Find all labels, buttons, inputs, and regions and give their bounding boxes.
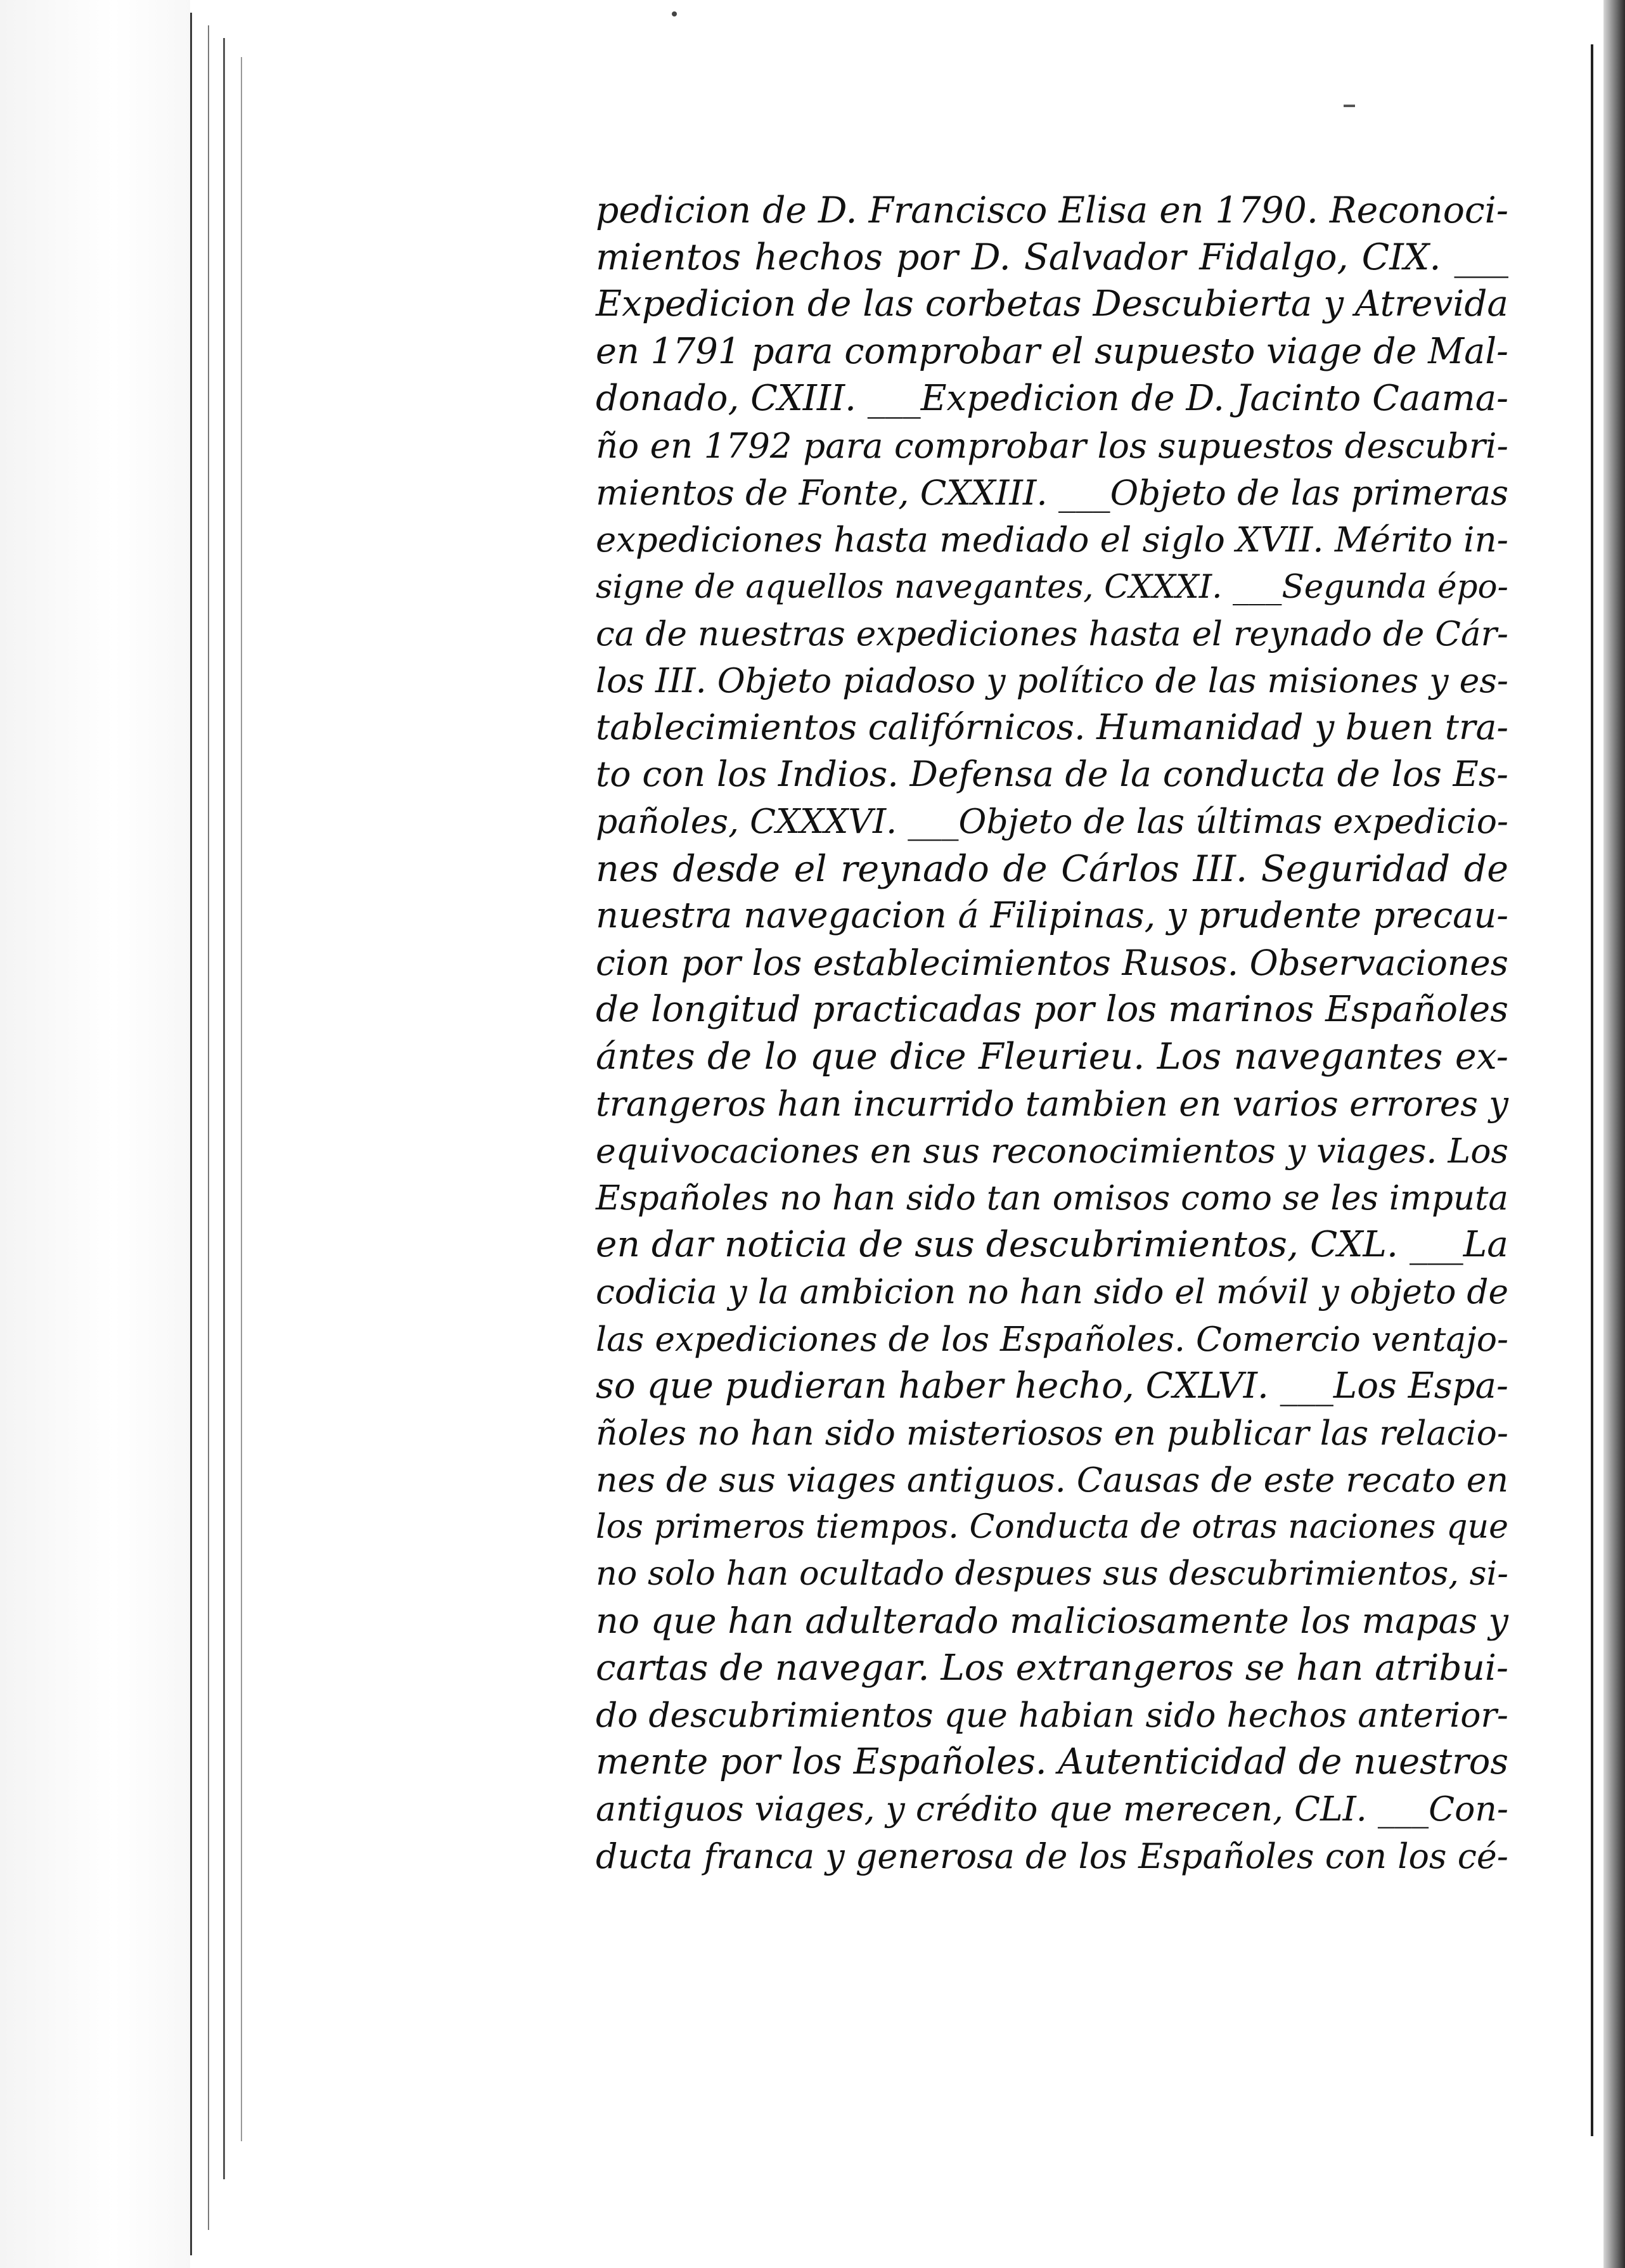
text-line: cion por los establecimientos Rusos. Observaciones (596, 943, 1508, 983)
text-line: no que han adulterado maliciosamente los mapas y (596, 1601, 1508, 1642)
text-line: Españoles no han sido tan omisos como se les imputa (596, 1178, 1508, 1218)
text-line: ca de nuestras expediciones hasta el reynado de Cár- (596, 614, 1508, 654)
text-line: so que pudieran haber hecho, CXLVI. ___Los Espa- (596, 1365, 1508, 1407)
text-line: cartas de navegar. Los extrangeros se han atribui- (596, 1647, 1509, 1689)
text-line: pañoles, CXXXVI. ___Objeto de las últimas expedicio- (596, 801, 1508, 842)
ink-speck (672, 11, 677, 16)
text-line: equivocaciones en sus reconocimientos y viages. Los (596, 1130, 1509, 1171)
page-edge-line (241, 57, 242, 2141)
text-line: ño en 1792 para comprobar los supuestos descubri- (596, 425, 1508, 466)
text-line: de longitud practicadas por los marinos Españoles (596, 989, 1508, 1031)
text-line: ñoles no han sido misteriosos en publicar las relacio- (596, 1412, 1508, 1453)
text-line: antiguos viages, y crédito que merecen, CLI. ___Con- (596, 1789, 1508, 1829)
text-line: los primeros tiempos. Conducta de otras naciones que (596, 1508, 1508, 1547)
text-line: pedicion de D. Francisco Elisa en 1790. Reconoci- (596, 190, 1509, 231)
page-edge-line (190, 13, 192, 2255)
right-page-edge (1591, 44, 1593, 2136)
body-text (596, 187, 1508, 1880)
text-line: nes de sus viages antiguos. Causas de este recato en (596, 1460, 1508, 1500)
text-line: mientos hechos por D. Salvador Fidalgo, CIX. ___ (596, 236, 1508, 279)
text-line: no solo han ocultado despues sus descubrimientos, si- (596, 1554, 1508, 1594)
text-line: trangeros han incurrido tambien en varios errores y (596, 1083, 1508, 1124)
text-line: Expedicion de las corbetas Descubierta y Atrevida (596, 283, 1508, 325)
text-line: donado, CXIII. ___Expedicion de D. Jacinto Caama- (596, 377, 1508, 419)
text-line: en dar noticia de sus descubrimientos, CXL. ___La (596, 1224, 1508, 1266)
text-line: los III. Objeto piadoso y político de las misiones y es- (596, 660, 1508, 700)
text-line: mientos de Fonte, CXXIII. ___Objeto de las primeras (596, 472, 1508, 513)
text-line: ducta franca y generosa de los Españoles con los cé- (596, 1836, 1508, 1876)
left-margin (0, 0, 190, 2268)
page-edge-line (223, 38, 225, 2179)
ink-speck (1344, 105, 1355, 107)
text-line: expediciones hasta mediado el siglo XVII. Mérito in- (596, 519, 1508, 560)
page-edge-line (208, 25, 209, 2230)
text-line: mente por los Españoles. Autenticidad de nuestros (596, 1741, 1508, 1783)
text-line: nuestra navegacion á Filipinas, y prudente precau- (596, 894, 1508, 936)
text-line: en 1791 para comprobar el supuesto viage de Mal- (596, 330, 1508, 372)
text-line: do descubrimientos que habian sido hechos anterior- (596, 1695, 1508, 1735)
text-line: to con los Indios. Defensa de la conducta de los Es- (596, 754, 1508, 796)
text-line: ántes de lo que dice Fleurieu. Los navegantes ex- (596, 1036, 1508, 1078)
text-line: signe de aquellos navegantes, CXXXI. ___Segunda épo- (596, 567, 1508, 606)
text-line: tablecimientos califórnicos. Humanidad y buen tra- (596, 707, 1509, 749)
text-line: las expediciones de los Españoles. Comercio ventajo- (596, 1318, 1508, 1359)
text-line: nes desde el reynado de Cárlos III. Seguridad de (596, 847, 1508, 890)
text-line: codicia y la ambicion no han sido el móvil y objeto de (596, 1272, 1508, 1312)
stacked-page-edges (184, 0, 260, 2268)
scan-border (1603, 0, 1625, 2268)
